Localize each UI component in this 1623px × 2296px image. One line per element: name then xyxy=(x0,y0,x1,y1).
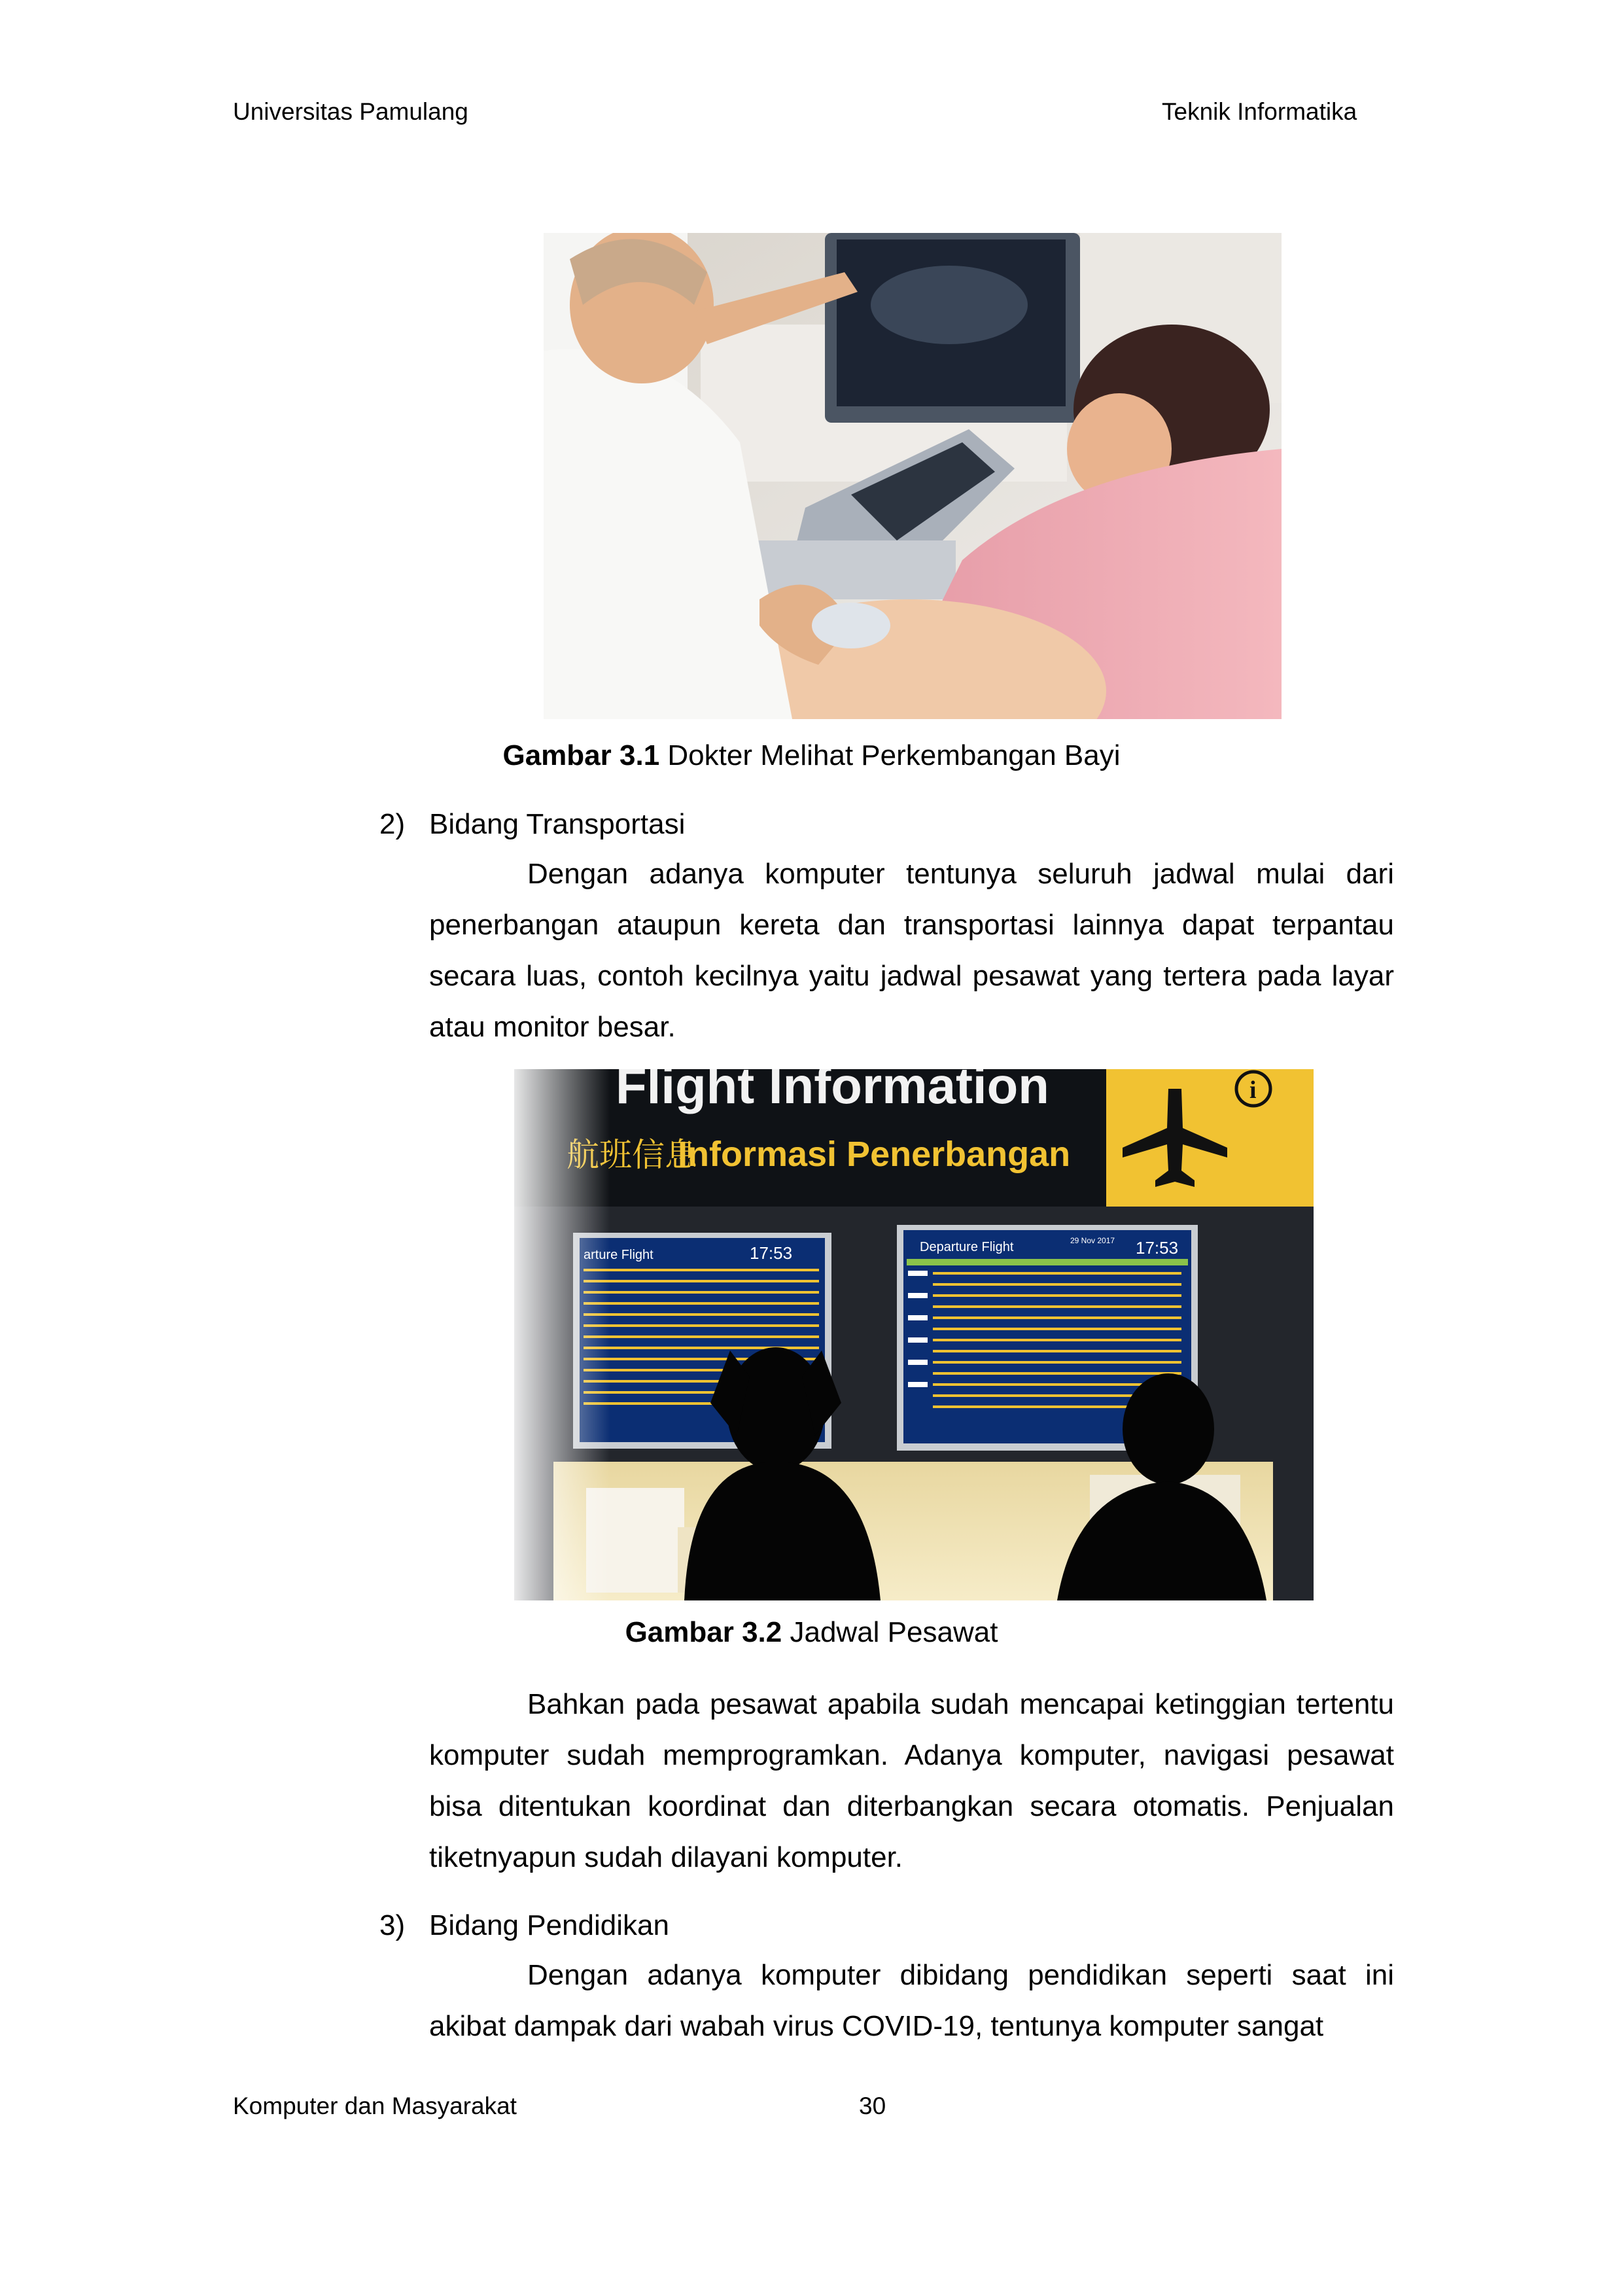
page-number: 30 xyxy=(859,2093,886,2119)
section-3-paragraph: Dengan adanya komputer dibidang pendidikan seperti saat ini akibat dampak dari wabah virus COVID-19, tentunya komputer sangat xyxy=(429,1959,1394,2042)
flight-board-photo xyxy=(514,1069,1314,1600)
section-3-title: Bidang Pendidikan xyxy=(429,1909,669,1941)
figure-1-label: Gambar 3.1 xyxy=(502,739,660,771)
figure-2-caption-text: Jadwal Pesawat xyxy=(782,1616,998,1648)
paragraph-navigation: Bahkan pada pesawat apabila sudah mencapai ketinggian tertentu komputer sudah memprogramkan. Adanya komputer, navigasi pesawat bisa ditentukan koordinat dan diterbangkan secara otomatis. Penjualan tiketnyapun sudah dilayani komputer. xyxy=(429,1688,1394,1873)
figure-1-caption-text: Dokter Melihat Perkembangan Bayi xyxy=(659,739,1121,771)
section-3-number: 3) xyxy=(379,1909,406,1941)
figure-1-caption xyxy=(0,739,1623,772)
figure-2-label: Gambar 3.2 xyxy=(625,1616,782,1648)
doctor-ultrasound-illustration xyxy=(544,233,1282,719)
doctor-ultrasound-photo xyxy=(544,233,1282,719)
figure-2-caption xyxy=(0,1616,1623,1649)
section-2-title: Bidang Transportasi xyxy=(429,808,686,840)
header-department: Teknik Informatika xyxy=(1162,98,1357,125)
flight-board-illustration xyxy=(514,1069,1314,1600)
header-university: Universitas Pamulang xyxy=(233,98,468,125)
section-2-paragraph: Dengan adanya komputer tentunya seluruh jadwal mulai dari penerbangan ataupun kereta dan transportasi lainnya dapat terpantau secara luas, contoh kecilnya yaitu jadwal pesawat yang tertera pada layar atau monitor besar. xyxy=(429,858,1394,1043)
footer-book-title: Komputer dan Masyarakat xyxy=(233,2093,517,2119)
section-2-number: 2) xyxy=(379,808,406,840)
